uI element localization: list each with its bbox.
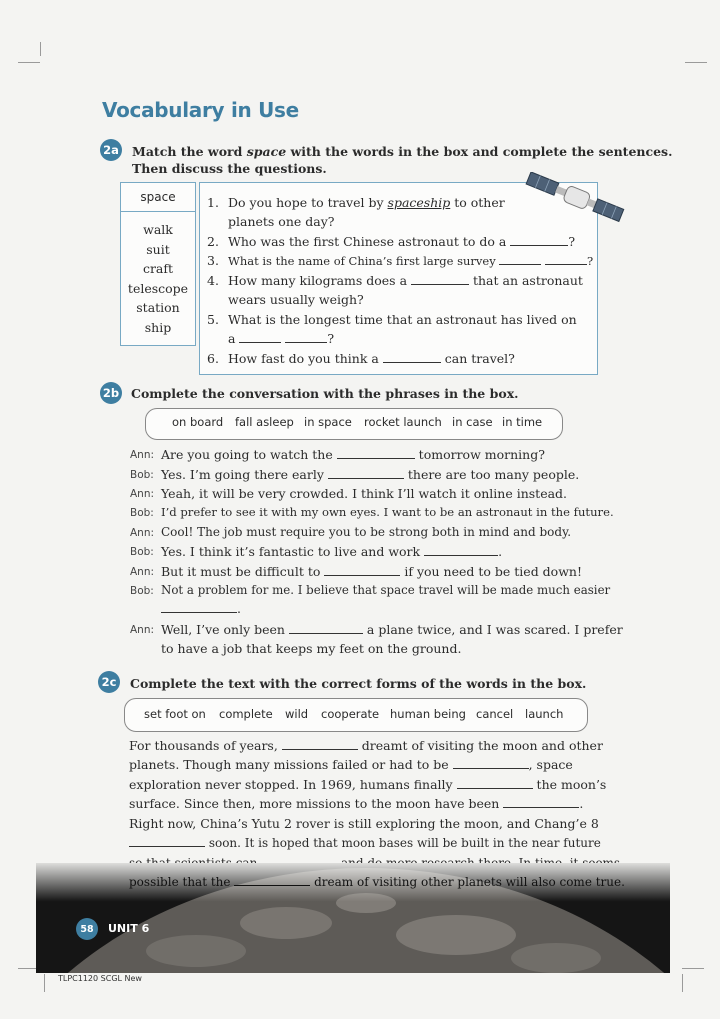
page-number-badge: 58 [76,918,98,940]
crop-mark [682,968,704,969]
speaker-label: Bob: [130,469,154,481]
answer-blank[interactable] [161,601,237,613]
sentence-text: can travel? [440,351,515,366]
sentence-5 [207,310,577,329]
sentence-4 [207,271,583,290]
answer-blank[interactable] [129,835,205,847]
crop-mark [18,62,40,63]
sentence-number: 2. [207,234,219,249]
exercise-badge-2a: 2a [100,139,122,161]
text-fragment: dreamt of visiting the moon and other [357,738,603,753]
answer-blank[interactable] [285,331,327,343]
conversation-line [161,505,614,519]
conversation-line [161,583,610,597]
sentence-text: wears usually weigh? [228,292,364,307]
word-item: set foot on [144,707,206,721]
sentence-text: Who was the first Chinese astronaut to do a [228,234,511,249]
crop-mark [682,974,683,992]
phrase-item: on board [172,415,224,429]
text-line [129,757,573,772]
word-item: complete [219,707,273,721]
speaker-label: Ann: [130,449,155,461]
answer-blank[interactable] [282,738,358,750]
sentence-text: Do you hope to travel by [228,195,388,210]
line-text: there are too many people. [403,467,580,482]
answer-blank[interactable] [424,544,498,556]
word-item: walk [143,222,173,237]
instruction-text: Match the word [132,144,247,159]
line-text: Cool! The job must require you to be strong both in mind and body. [161,525,572,539]
phrase-item: rocket launch [364,415,442,429]
sentence-text: ? [568,234,576,249]
text-line [129,796,583,811]
answer-blank[interactable] [411,273,469,285]
text-fragment: surface. Since then, more missions to the moon have been [129,796,504,811]
space-station-illustration [520,172,628,226]
speaker-label: Ann: [130,624,155,636]
instruction-text: with the words in the box and complete the sentences. [286,144,673,159]
answer-blank[interactable] [503,796,579,808]
word-item: launch [525,707,564,721]
answer-blank[interactable] [510,234,568,246]
line-text: Yeah, it will be very crowded. I think I’ll watch it online instead. [161,486,568,501]
phrase-box [145,408,563,440]
word-item: station [136,300,180,316]
sentence-number: 1. [207,195,219,210]
line-text: to have a job that keeps my feet on the ground. [161,641,462,656]
line-text: Not a problem for me. I believe that space travel will be made much easier [161,583,611,597]
word-item: wild [285,707,309,721]
speaker-label: Ann: [130,488,155,500]
answer-blank[interactable] [545,253,587,265]
sentence-2 [207,232,575,251]
text-fragment: soon. It is hoped that moon bases will be built in the near future [205,836,601,850]
text-fragment: dream of visiting other planets will also come true. [310,875,625,889]
text-fragment: possible that the [129,875,235,889]
exercise-badge-2b: 2b [100,382,122,404]
line-text: Yes. I think it’s fantastic to live and work [161,544,425,559]
sentence-1 [207,193,505,212]
sentence-number: 6. [207,351,219,366]
speaker-label: Ann: [130,566,155,578]
section-title: Vocabulary in Use [102,98,299,122]
text-line [129,874,625,889]
line-text: I’d prefer to see it with my own eyes. I want to be an astronaut in the future. [161,505,614,519]
text-fragment: , space [528,757,573,772]
word-item: cooperate [321,707,380,721]
exercise-2b-instruction: Complete the conversation with the phrases in the box. [131,386,519,401]
text-line [129,777,606,792]
line-text: Well, I’ve only been [161,622,289,637]
text-fragment: For thousands of years, [129,738,282,753]
line-text: Yes. I’m going there early [161,467,328,482]
answer-blank[interactable] [289,622,363,634]
answer-blank[interactable] [234,874,310,886]
answer-blank[interactable] [337,447,415,459]
word-item: cancel [476,707,514,721]
answer-blank[interactable] [499,253,541,265]
sentence-text: ? [587,254,594,268]
line-text: if you need to be tied down! [400,564,582,579]
line-text: a plane twice, and I was scared. I prefer [362,622,623,637]
line-text: Are you going to watch the [161,447,337,462]
word-item: ship [144,319,172,335]
speaker-label: Bob: [130,546,154,558]
word-box [120,182,196,346]
exercise-badge-2c: 2c [98,671,120,693]
sentence-6 [207,349,515,368]
answer-blank[interactable] [324,564,400,576]
conversation-line [161,447,545,462]
text-fragment: exploration never stopped. In 1969, humans finally [129,777,457,792]
line-text: tomorrow morning? [414,447,545,462]
print-code: TLPC1120 SCGL New [58,974,142,983]
instruction-keyword: space [246,144,287,159]
word-form-box [124,698,588,732]
speaker-label: Bob: [130,585,154,597]
unit-label: UNIT 6 [108,922,150,935]
line-text: But it must be difficult to [161,564,325,579]
sentence-text: What is the name of China’s first large survey [228,254,500,268]
sentence-text: planets one day? [228,214,335,229]
example-answer: spaceship [387,195,451,210]
sentence-text: How many kilograms does a [228,273,411,288]
sentence-text: a [228,331,240,346]
text-line [129,835,601,850]
line-text: . [237,601,241,616]
conversation-line [161,486,567,501]
conversation-line [161,544,502,559]
conversation-line [161,564,582,579]
crop-mark [40,42,41,56]
speaker-label: Bob: [130,507,154,519]
text-fragment: . [579,796,584,811]
crop-mark [685,62,707,63]
sentence-text: to other [450,195,505,210]
conversation-line [161,525,571,539]
sentence-text: ? [327,331,335,346]
text-line [129,816,599,831]
sentence-text: How fast do you think a [228,351,383,366]
conversation-line [161,622,623,637]
phrase-item: in space [304,415,352,429]
conversation-line-continued [161,601,241,616]
text-fragment: planets. Though many missions failed or had to be [129,757,453,772]
answer-blank[interactable] [328,467,404,479]
speaker-label: Ann: [130,527,155,539]
sentence-4-continued [228,290,364,309]
sentence-5-continued [228,329,334,348]
text-line [129,738,603,753]
sentence-text: that an astronaut [469,273,583,288]
sentence-number: 5. [207,312,219,327]
phrase-item: in case [452,415,493,429]
sentence-3 [207,251,593,271]
sentence-number: 3. [207,253,219,268]
sentence-text: What is the longest time that an astronaut has lived on [228,312,577,327]
conversation-line [161,467,579,482]
word-item: human being [390,707,466,721]
answer-blank[interactable] [239,331,281,343]
text-fragment: Right now, China’s Yutu 2 rover is still exploring the moon, and Chang’e 8 [129,816,599,831]
phrase-item: fall asleep [235,415,294,429]
answer-blank[interactable] [457,777,533,789]
exercise-2c-instruction: Complete the text with the correct forms of the words in the box. [130,676,587,691]
word-item: suit [146,241,170,257]
conversation-line-continued [161,641,461,656]
crop-mark [44,974,45,992]
sentence-number: 4. [207,273,219,288]
word-item: telescope [127,280,189,296]
word-item: craft [142,261,174,277]
line-text: . [498,544,503,559]
phrase-item: in time [502,415,543,429]
text-fragment: the moon’s [532,777,607,792]
sentence-1-continued [228,212,334,231]
word-box-head: space [121,183,195,212]
answer-blank[interactable] [383,351,441,363]
answer-blank[interactable] [453,757,529,769]
instruction-text: Then discuss the questions. [132,161,327,176]
